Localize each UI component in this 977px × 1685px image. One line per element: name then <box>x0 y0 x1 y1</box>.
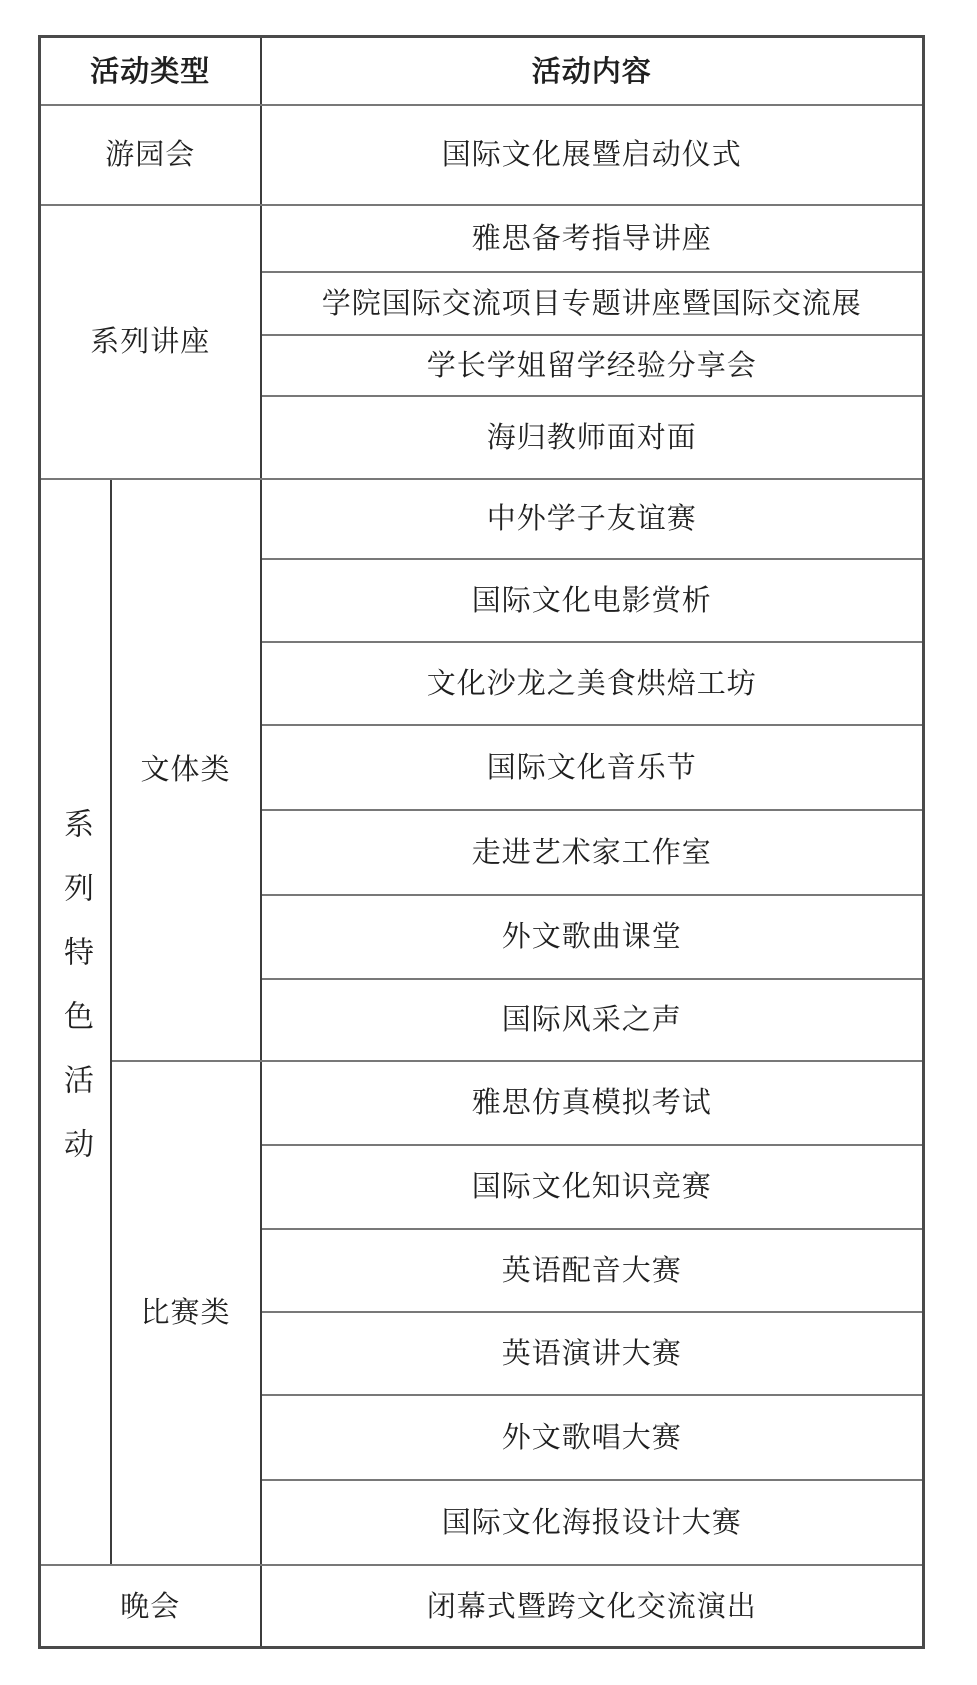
content-cell: 英语配音大赛 <box>261 1229 924 1312</box>
content-cell: 外文歌曲课堂 <box>261 895 924 979</box>
table-row <box>40 37 924 105</box>
column-header-activity-content: 活动内容 <box>261 37 924 105</box>
content-cell: 学院国际交流项目专题讲座暨国际交流展 <box>261 272 924 335</box>
content-cell: 国际文化电影赏析 <box>261 559 924 642</box>
content-cell: 学长学姐留学经验分享会 <box>261 335 924 396</box>
group-cell-culture-sports: 文体类 <box>111 479 261 1061</box>
table-row <box>40 105 924 205</box>
content-cell: 国际文化知识竞赛 <box>261 1145 924 1229</box>
group-cell-competition: 比赛类 <box>111 1061 261 1565</box>
activity-schedule-table <box>38 35 925 1649</box>
vertical-type-label: 系列特色活动 <box>58 808 93 1193</box>
content-cell: 国际文化海报设计大赛 <box>261 1480 924 1565</box>
type-cell-garden-party: 游园会 <box>40 105 261 205</box>
column-header-activity-type: 活动类型 <box>40 37 261 105</box>
table-row <box>40 1061 924 1145</box>
table-row <box>40 205 924 272</box>
content-cell: 国际文化音乐节 <box>261 725 924 810</box>
content-cell: 海归教师面对面 <box>261 396 924 479</box>
type-cell-gala: 晚会 <box>40 1565 261 1648</box>
content-cell: 雅思备考指导讲座 <box>261 205 924 272</box>
table-row <box>40 479 924 559</box>
type-cell-lecture-series: 系列讲座 <box>40 205 261 479</box>
content-cell: 国际风采之声 <box>261 979 924 1061</box>
content-cell: 走进艺术家工作室 <box>261 810 924 895</box>
content-cell: 国际文化展暨启动仪式 <box>261 105 924 205</box>
vertical-type-cell-special-activities <box>40 479 111 1565</box>
table-row <box>40 1565 924 1648</box>
content-cell: 中外学子友谊赛 <box>261 479 924 559</box>
content-cell: 文化沙龙之美食烘焙工坊 <box>261 642 924 725</box>
content-cell: 雅思仿真模拟考试 <box>261 1061 924 1145</box>
content-cell: 英语演讲大赛 <box>261 1312 924 1395</box>
content-cell: 外文歌唱大赛 <box>261 1395 924 1480</box>
content-cell: 闭幕式暨跨文化交流演出 <box>261 1565 924 1648</box>
